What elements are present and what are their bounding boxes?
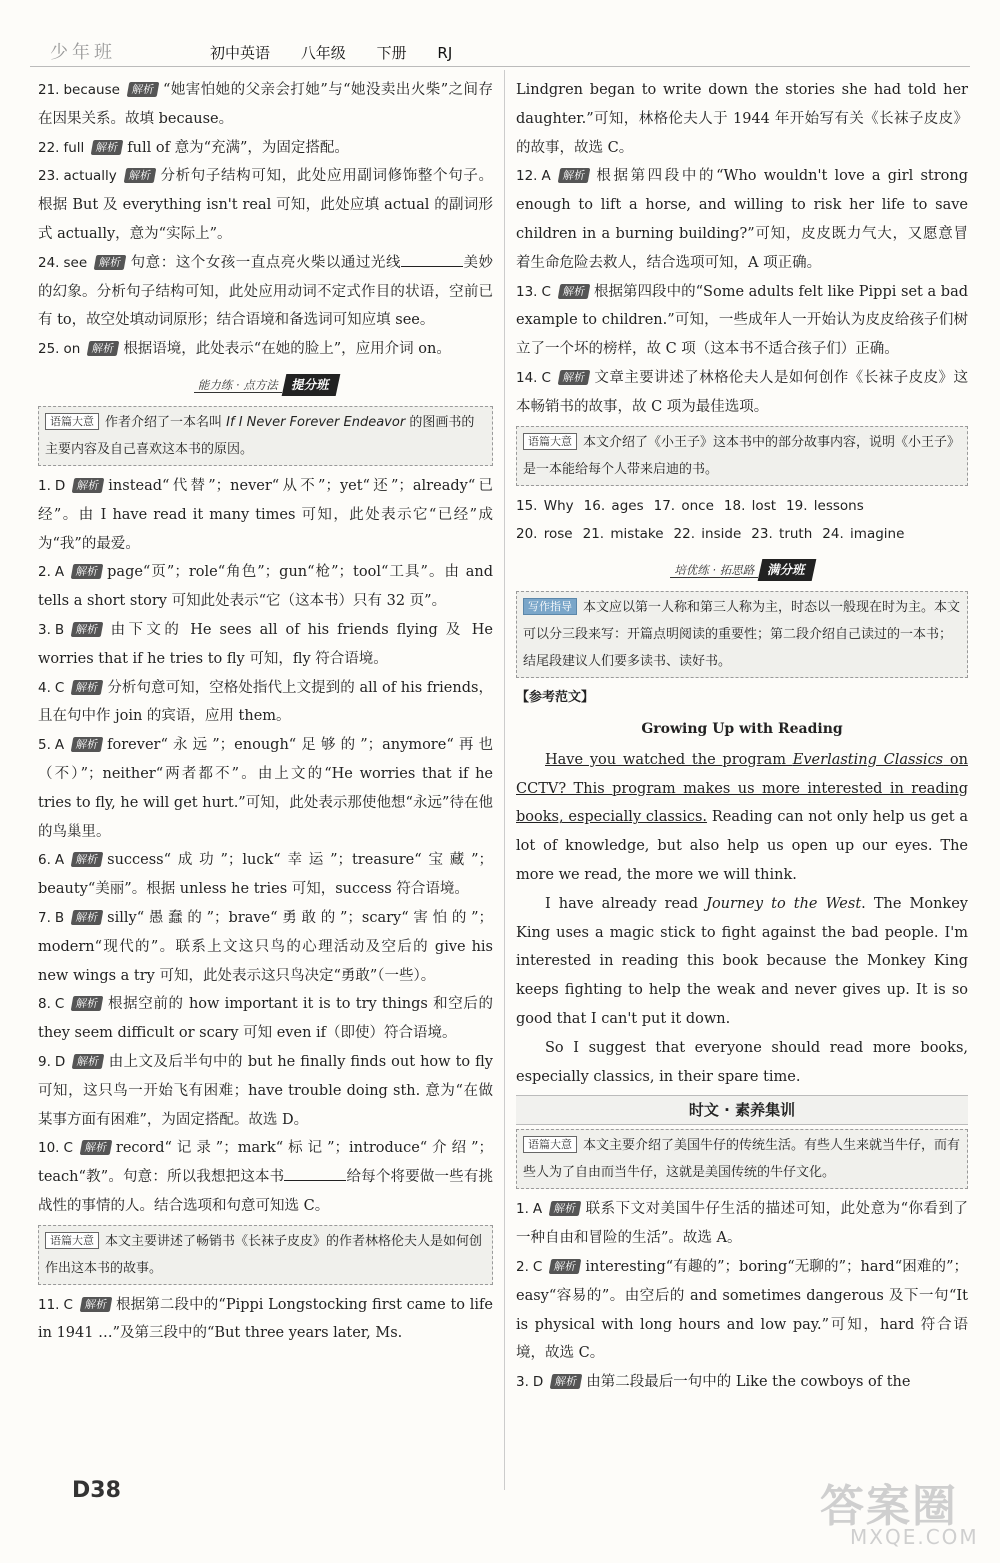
fill-answers-row — [516, 520, 968, 549]
analysis-tag: 解析 — [71, 622, 104, 637]
answer-item: 1. A 解析 联系下文对美国牛仔生活的描述可知，此处意为“你看到了一种自由和冒险的生活”。故选 A。 — [516, 1201, 968, 1247]
section-title-manfen: 培优练 · 拓思路 满分班 — [516, 555, 968, 585]
header-info — [210, 42, 468, 63]
essay-paragraph: I have already read Journey to the West. The Monkey King uses a magic stick to fight against the bad people. I'm interested in reading this book because the Monkey King keeps fighting to help the weak and never gives up. It is so good that I can't put it down. — [516, 895, 968, 1027]
left-column — [38, 76, 493, 1348]
answer-continuation: Lindgren began to write down the stories she had told her daughter.”可知，林格伦夫人于 1944 年开始写有关《长袜子皮皮》的故事，故选 C。 — [516, 82, 968, 156]
summary-label: 语篇大意 — [523, 433, 577, 450]
analysis-tag: 解析 — [71, 737, 104, 752]
analysis-tag: 解析 — [72, 1054, 105, 1069]
passage-summary: 语篇大意 作者介绍了一本名叫 If I Never Forever Endeavor 的图画书的主要内容及自己喜欢这本书的原因。 — [38, 406, 493, 466]
essay-title: Growing Up with Reading — [641, 720, 843, 737]
fill-answers-row — [516, 492, 968, 521]
passage-summary: 语篇大意 本文主要讲述了畅销书《长袜子皮皮》的作者林格伦夫人是如何创作出这本书的故事。 — [38, 1225, 493, 1285]
answer-item: 3. D 解析 由第二段最后一句中的 Like the cowboys of the — [516, 1374, 911, 1391]
header-edition: RJ — [437, 44, 453, 62]
analysis-tag: 解析 — [557, 168, 590, 183]
summary-label: 语篇大意 — [523, 1136, 577, 1153]
blank-line — [284, 1166, 346, 1181]
fill-answer: 18. lost — [723, 497, 777, 514]
fill-answer: 19. lessons — [786, 497, 864, 514]
fill-answer: 15. Why — [516, 497, 574, 514]
answer-item: 5. A 解析 forever“永远”；enough“足够的”；anymore“再也（不）”；neither“两者都不”。由上文的“He worries that if he tries to fly, he will get hurt.”可知，此处表示那使他想“永远”待在他的鸟巢里。 — [38, 737, 493, 840]
answer-item: 11. C 解析 根据第二段中的“Pippi Longstocking first came to life in 1941 …”及第三段中的“But three years later, Ms. — [38, 1296, 493, 1342]
analysis-tag: 解析 — [94, 255, 127, 270]
analysis-tag: 解析 — [72, 478, 105, 493]
answer-item: 7. B 解析 silly“愚蠢的”；brave“勇敢的”；scary“害怕的”；modern“现代的”。联系上文这只鸟的心理活动及空后的 give his new wings a try 可知，此处表示这只鸟决定“勇敢”（一些）。 — [38, 909, 493, 984]
fill-answer: 16. ages — [583, 497, 644, 514]
guide-label: 写作指导 — [523, 598, 577, 615]
answer-item: 14. C 解析 文章主要讲述了林格伦夫人是如何创作《长袜子皮皮》这本畅销书的故事，故 C 项为最佳选项。 — [516, 369, 968, 415]
analysis-tag: 解析 — [71, 680, 104, 695]
brand-logo: 少年班 — [50, 42, 116, 63]
summary-label: 语篇大意 — [45, 1232, 99, 1249]
answer-item: 23. actually 解析 分析句子结构可知，此处应用副词修饰整个句子。根据 But 及 everything isn't real 可知，此处应填 actual 的副词形式 actually，意为“实际上”。 — [38, 168, 493, 242]
answer-item: 4. C 解析 分析句意可知，空格处指代上文提到的 all of his friends，且在句中作 join 的宾语，应用 them。 — [38, 679, 493, 725]
fill-answer: 24. imagine — [822, 526, 905, 543]
analysis-tag: 解析 — [71, 564, 104, 579]
blank-line — [401, 252, 463, 267]
answer-item: 2. A 解析 page“页”；role“角色”；gun“枪”；tool“工具”。由 and tells a short story 可知此处表示“它（这本书）只有 32 页”。 — [38, 564, 493, 610]
answer-item: 12. A 解析 根据第四段中的“Who wouldn't love a girl strong enough to lift a horse, and willing to risk her life to save children in a burning building?”可知，皮皮既力气大，又愿意冒着生命危险去救人，结合选项可知，A 项正确。 — [516, 168, 968, 271]
header-subject: 初中英语 — [210, 44, 271, 62]
passage-summary: 语篇大意 本文介绍了《小王子》这本书中的部分故事内容，说明《小王子》是一本能给每个人带来启迪的书。 — [516, 426, 968, 486]
reference-essay-label: 【参考范文】 — [516, 690, 595, 706]
essay-paragraph: Have you watched the program Everlasting Classics on CCTV? This program makes us more interested in reading books, especially classics. Reading can not only help us get a lot of knowledge, but also help us open up our eyes. The more we read, the more we will think. — [516, 751, 968, 883]
fill-answer: 17. once — [653, 497, 714, 514]
analysis-tag: 解析 — [549, 1259, 582, 1274]
fill-answer: 20. rose — [516, 526, 573, 543]
section-title-shiwen: 时文 · 素养集训 — [516, 1095, 968, 1125]
analysis-tag: 解析 — [71, 910, 104, 925]
analysis-tag: 解析 — [91, 140, 124, 155]
fill-answer: 23. truth — [751, 526, 813, 543]
answer-item: 25. on 解析 根据语境，此处表示“在她的脸上”，应用介词 on。 — [38, 341, 451, 358]
analysis-tag: 解析 — [80, 1297, 113, 1312]
right-column — [516, 76, 968, 1397]
analysis-tag: 解析 — [549, 1201, 582, 1216]
answer-item: 9. D 解析 由上文及后半句中的 but he finally finds out how to fly 可知，这只鸟一开始飞有困难；have trouble doing sth. 意为“在做某事方面有困难”，为固定搭配。故选 D。 — [38, 1053, 493, 1128]
analysis-tag: 解析 — [71, 996, 104, 1011]
analysis-tag: 解析 — [80, 1140, 113, 1155]
page-header — [30, 36, 980, 66]
analysis-tag: 解析 — [558, 370, 591, 385]
watermark-logo: 答案圈 — [820, 1481, 958, 1532]
passage-summary: 语篇大意 本文主要介绍了美国牛仔的传统生活。有些人生来就当牛仔，而有些人为了自由而当牛仔，这就是美国传统的牛仔文化。 — [516, 1129, 968, 1189]
answer-item: 2. C 解析 interesting“有趣的”；boring“无聊的”；hard“困难的”；easy“容易的”。由空后的 and sometimes dangerous 及下一句“It is physical with long hours and low pay.”可知，hard 符合语境，故选 C。 — [516, 1258, 968, 1362]
header-divider — [30, 66, 970, 67]
answer-item: 10. C 解析 record“记录”；mark“标记”；introduce“介绍”；teach“教”。句意：所以我想把这本书 给每个将要做一些有挑战性的事情的人。结合选项和句意可知选 C。 — [38, 1140, 494, 1214]
summary-label: 语篇大意 — [45, 413, 99, 430]
answer-item: 8. C 解析 根据空前的 how important it is to try things 和空后的 they seem difficult or scary 可知 even if（即使）符合语境。 — [38, 996, 493, 1042]
page-number: D38 — [72, 1478, 121, 1503]
answer-item: 13. C 解析 根据第四段中的“Some adults felt like Pippi set a bad example to children.”可知，一些成年人一开始认为皮皮给孩子们树立了一个坏的榜样，故 C 项（这本书不适合孩子们）正确。 — [516, 283, 968, 358]
answer-item: 6. A 解析 success“成功”；luck“幸运”；treasure“宝藏”；beauty“美丽”。根据 unless he tries 可知，success 符合语境。 — [38, 852, 493, 898]
analysis-tag: 解析 — [558, 284, 591, 299]
watermark-url: MXQE.COM — [850, 1525, 979, 1549]
section-title-tifen: 能力练 · 点方法 提分班 — [38, 370, 493, 400]
fill-answer: 22. inside — [673, 526, 742, 543]
fill-answer: 21. mistake — [582, 526, 664, 543]
analysis-tag: 解析 — [550, 1374, 583, 1389]
answer-item: 21. because 解析 “她害怕她的父亲会打她”与“她没卖出火柴”之间存在因果关系。故填 because。 — [38, 82, 493, 127]
header-volume: 下册 — [376, 44, 407, 62]
answer-item: 3. B 解析 由下文的 He sees all of his friends flying 及 He worries that if he tries to fly 可知，fly 符合语境。 — [38, 621, 493, 667]
answer-item: 22. full 解析 full of 意为“充满”，为固定搭配。 — [38, 139, 349, 156]
header-grade: 八年级 — [300, 44, 346, 62]
column-divider — [504, 70, 505, 1490]
answer-item: 1. D 解析 instead“代替”；never“从不”；yet“还”；already“已经”。由 I have read it many times 可知，此处表示它“已经”成为“我”的最爱。 — [38, 477, 493, 552]
analysis-tag: 解析 — [123, 168, 156, 183]
analysis-tag: 解析 — [71, 852, 104, 867]
essay-paragraph: So I suggest that everyone should read more books, especially classics, in their spare time. — [516, 1039, 968, 1085]
writing-guide: 写作指导 本文应以第一人称和第三人称为主，时态以一般现在时为主。本文可以分三段来写：开篇点明阅读的重要性；第二段介绍自己读过的一本书；结尾段建议人们要多读书、读好书。 — [516, 591, 968, 678]
analysis-tag: 解析 — [127, 82, 160, 97]
analysis-tag: 解析 — [87, 341, 120, 356]
answer-item: 24. see 解析 句意：这个女孩一直点亮火柴以通过光线 美妙的幻象。分析句子结构可知，此处应用动词不定式作目的状语，空前已有 to，故空处填动词原形；结合语境和备选词可知应填 see。 — [38, 249, 493, 335]
